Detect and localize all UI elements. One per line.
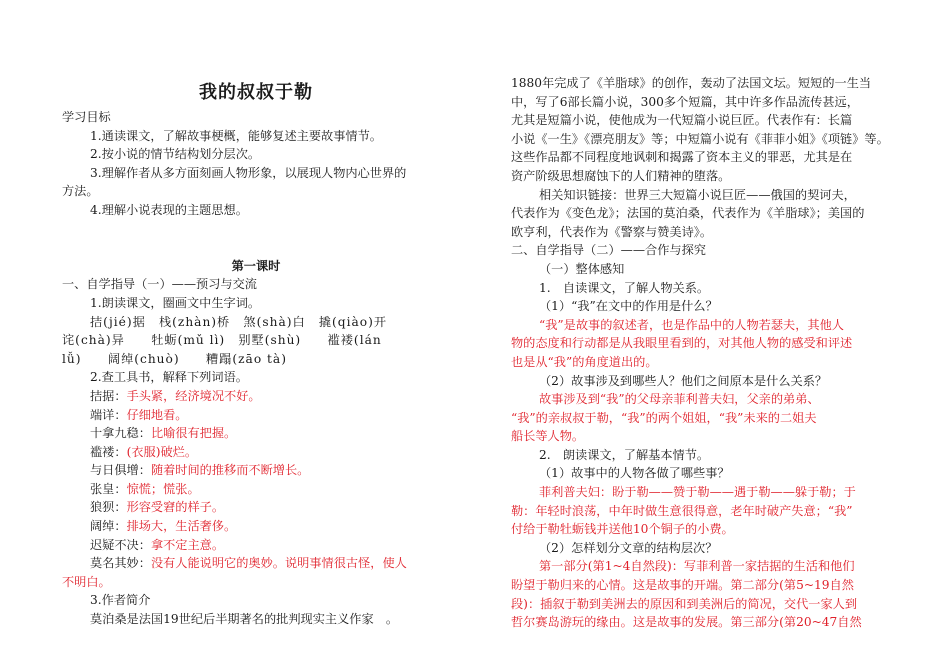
term-def: 仔细地看。 xyxy=(126,407,188,422)
goal-item: 3.理解作者从多方面刻画人物形象，以展现人物内心世界的 xyxy=(90,165,407,180)
link-text: 代表作为《变色龙》；法国的莫泊桑，代表作为《羊脂球》；美国的 xyxy=(511,206,865,221)
right-column xyxy=(511,74,894,632)
author-text: 这些作品都不同程度地讽刺和揭露了资本主义的罪恶，尤其是在 xyxy=(511,150,853,165)
term-word: 狼狈： xyxy=(90,500,127,515)
term-def: 比喻很有把握。 xyxy=(150,426,237,441)
term-def: 形容受窘的样子。 xyxy=(126,500,225,515)
term-row xyxy=(62,554,450,573)
pinyin-line: lǚ) 阔绰(chuò) 糟蹋(zāo tà) xyxy=(62,351,287,366)
subsection-heading: （一）整体感知 xyxy=(539,261,625,276)
term-row xyxy=(62,536,450,555)
answer: 付给于勒牡蛎钱并送他10个铜子的小费。 xyxy=(511,522,734,537)
term-word: 端详： xyxy=(90,407,127,422)
term-def: 惊慌；慌张。 xyxy=(126,481,200,496)
question: （2）故事涉及到哪些人？他们之间原本是什么关系？ xyxy=(539,373,828,388)
term-word: 十拿九稳： xyxy=(90,426,151,441)
term-word: 与日俱增： xyxy=(90,463,151,478)
task-heading: 1. 自读课文，了解人物关系。 xyxy=(539,280,710,295)
lesson-heading: 第一课时 xyxy=(231,258,281,273)
pinyin-line: 诧(chà)异 牡蛎(mǔ lì) 别墅(shù) 褴褛(lán xyxy=(62,333,382,348)
author-text: 1880年完成了《羊脂球》的创作，轰动了法国文坛。短短的一生当 xyxy=(511,76,872,90)
term-row xyxy=(62,461,450,480)
answer: 故事涉及到“我”的父母亲菲利普夫妇，父亲的弟弟、 xyxy=(539,392,820,407)
term-def: 拿不定主意。 xyxy=(150,537,225,552)
term-row xyxy=(62,517,450,536)
dict-task: 2.查工具书，解释下列词语。 xyxy=(90,370,248,385)
goal-item: 1.通读课文，了解故事梗概，能够复述主要故事情节。 xyxy=(90,128,382,143)
page-title: 我的叔叔于勒 xyxy=(199,82,313,103)
pinyin-line: 拮(jié)据 栈(zhàn)桥 煞(shà)白 撬(qiào)开 xyxy=(90,314,388,329)
section-heading: 二、自学指导（二）——合作与探究 xyxy=(511,243,706,258)
term-row xyxy=(62,498,450,517)
author-heading: 3.作者简介 xyxy=(90,593,151,608)
term-word: 拮据： xyxy=(90,388,127,403)
read-task: 1.朗读课文，圈画文中生字词。 xyxy=(90,295,261,310)
answer: 第一部分(第1~4自然段)：写菲利普一家拮据的生活和他们 xyxy=(539,559,855,574)
question: （2）怎样划分文章的结构层次？ xyxy=(539,540,718,555)
answer: 物的态度和行动都是从我眼里看到的，对其他人物的感受和评述 xyxy=(511,336,853,351)
answer: 也是从“我”的角度道出的。 xyxy=(511,354,658,369)
goal-item-cont: 方法。 xyxy=(62,184,99,199)
goal-item: 4.理解小说表现的主题思想。 xyxy=(90,202,248,217)
author-text: 中，写了6部长篇小说，300多个短篇，其中许多作品流传甚远， xyxy=(511,94,859,109)
term-def-cont: 不明白。 xyxy=(62,574,111,589)
link-text: 欧亨利，代表作为《警察与赞美诗》。 xyxy=(511,224,713,239)
term-def: (衣服)破烂。 xyxy=(126,444,198,459)
term-def: 随着时间的推移而不断增长。 xyxy=(150,463,310,478)
answer: 盼望于勒归来的心情。这是故事的开端。第二部分(第5~19自然 xyxy=(511,578,854,593)
link-text: 相关知识链接：世界三大短篇小说巨匠——俄国的契诃夫， xyxy=(539,187,856,202)
left-column xyxy=(62,108,450,629)
question: （1）“我”在文中的作用是什么？ xyxy=(539,299,718,314)
answer: “我”是故事的叙述者，也是作品中的人物若瑟夫，其他人 xyxy=(539,317,844,332)
term-def: 没有人能说明它的奥妙。说明事情很古怪，使人 xyxy=(150,556,407,571)
answer: “我”的亲叔叔于勒，“我”的两个姐姐，“我”未来的二姐夫 xyxy=(511,410,817,425)
term-row xyxy=(62,387,450,406)
answer: 段)：插叙于勒到美洲去的原因和到美洲后的简况，交代一家人到 xyxy=(511,596,858,611)
term-row xyxy=(62,406,450,425)
task-heading: 2. 朗读课文，了解基本情节。 xyxy=(539,447,710,462)
author-text: 尤其是短篇小说，使他成为一代短篇小说巨匠。代表作有：长篇 xyxy=(511,113,853,128)
term-word: 阔绰： xyxy=(90,519,127,534)
answer: 勒：年轻时浪荡，中年时做生意很得意，老年时破产失意；“我” xyxy=(511,503,853,518)
goal-item: 2.按小说的情节结构划分层次。 xyxy=(90,147,261,162)
term-row xyxy=(62,443,450,462)
author-line: 莫泊桑是法国19世纪后半期著名的批判现实主义作家 。 xyxy=(90,612,399,627)
term-word: 莫名其妙： xyxy=(90,556,151,571)
section-heading: 一、自学指导（一）——预习与交流 xyxy=(62,277,257,292)
term-word: 迟疑不决： xyxy=(90,537,151,552)
term-def: 手头紧，经济境况不好。 xyxy=(126,388,261,403)
answer: 菲利普夫妇：盼于勒——赞于勒——遇于勒——躲于勒；于 xyxy=(539,485,856,500)
answer: 船长等人物。 xyxy=(511,429,585,444)
term-row xyxy=(62,424,450,443)
question: （1）故事中的人物各做了哪些事？ xyxy=(539,466,730,481)
answer: 哲尔赛岛游玩的缘由。这是故事的发展。第三部分(第20~47自然 xyxy=(511,615,862,630)
term-row xyxy=(62,480,450,499)
term-word: 褴褛： xyxy=(90,444,127,459)
author-text: 小说《一生》《漂亮朋友》等；中短篇小说有《菲菲小姐》《项链》等。 xyxy=(511,131,889,146)
term-word: 张皇： xyxy=(90,481,127,496)
term-def: 排场大，生活奢侈。 xyxy=(126,519,237,534)
goals-heading: 学习目标 xyxy=(62,110,111,124)
author-text: 资产阶级思想腐蚀下的人们精神的堕落。 xyxy=(511,168,731,183)
